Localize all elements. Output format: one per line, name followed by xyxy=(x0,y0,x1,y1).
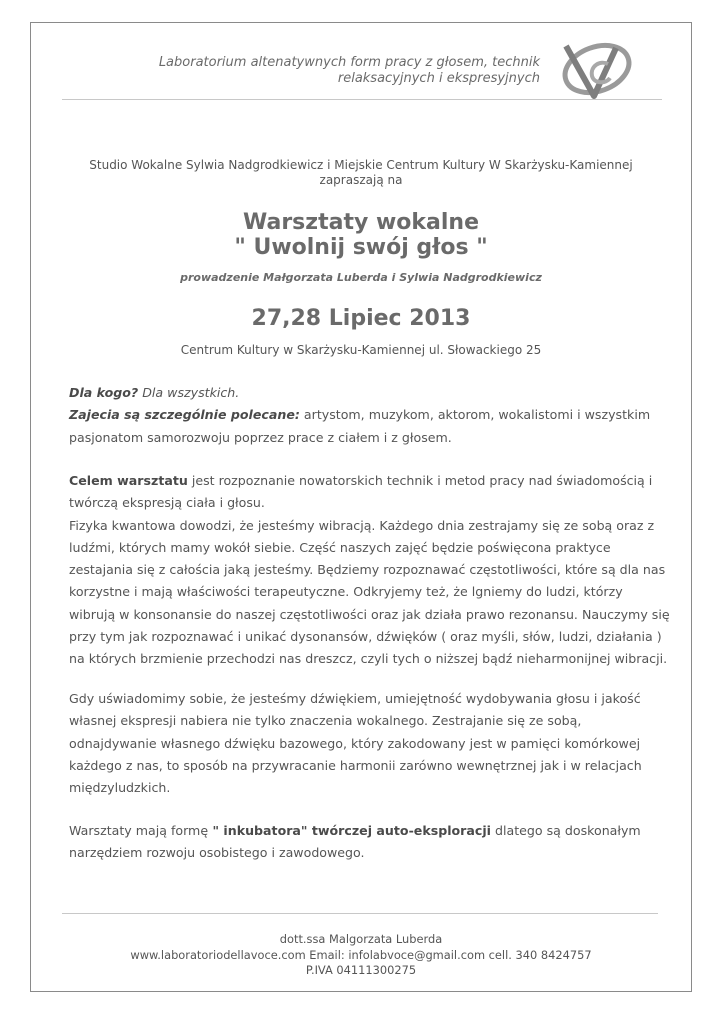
header-divider xyxy=(62,99,662,100)
footer-name: dott.ssa Malgorzata Luberda xyxy=(279,932,443,946)
goal-line-4: ludźmi, których mamy wokół siebie. Część naszych zajęć będzie poświęcona praktyce xyxy=(69,539,611,555)
goal-line-8: przy tym jak rozpoznawać i unikać dysonansów, dźwięków ( oraz myśli, słów, ludzi, działania ) xyxy=(69,629,662,645)
goal-text: jest rozpoznanie nowatorskich technik i metod pracy nad świadomością i xyxy=(187,473,653,488)
goal-line-6: korzystne i mają właściwości terapeutyczne. Odkryjemy też, że lgniemy do ludzi, którzy xyxy=(69,584,623,600)
recommended-label: Zajecia są szczególnie polecane: xyxy=(69,407,300,423)
goal-line-5: zestajania się z całościa jaką jesteśmy. Będziemy rozpoznawać częstotliwości, które są dla nas xyxy=(69,562,666,578)
awareness-line-2: własnej ekspresji nabiera nie tylko znaczenia wokalnego. Zestrajanie się ze sobą, xyxy=(69,713,582,729)
audience-answer: Dla wszystkich. xyxy=(138,385,240,400)
recommended-line xyxy=(69,404,664,426)
incubator-text-b: dlatego są doskonałym xyxy=(491,823,641,838)
incubator-section xyxy=(69,820,664,865)
event-title xyxy=(30,210,692,260)
incubator-bold: " inkubatora" twórczej auto-eksploracji xyxy=(208,823,491,838)
footer xyxy=(30,932,692,979)
footer-vat: P.IVA 04111300275 xyxy=(305,963,417,977)
awareness-line-1: Gdy uświadomimy sobie, że jesteśmy dźwiękiem, umiejętność wydobywania głosu i jakość xyxy=(69,691,641,706)
awareness-line-5: międzyludzkich. xyxy=(69,780,171,796)
invitation xyxy=(30,158,692,188)
awareness-line-4: każdego z nas, to sposób na przywracanie harmonii zarówno wewnętrznej jak i w relacjach xyxy=(69,757,642,773)
incubator-line-2: narzędziem rozwoju osobistego i zawodowego. xyxy=(69,845,365,861)
tagline-line-2: relaksacyjnych i ekspresyjnych xyxy=(337,71,540,86)
incubator-line-1 xyxy=(69,820,664,842)
footer-divider xyxy=(62,913,658,914)
event-venue: Centrum Kultury w Skarżysku-Kamiennej ul. Słowackiego 25 xyxy=(180,343,542,357)
workshop-leaders: prowadzenie Małgorzata Luberda i Sylwia Nadgrodkiewicz xyxy=(180,271,542,284)
audience-question: Dla kogo? xyxy=(69,385,139,400)
goal-line-3: Fizyka kwantowa dowodzi, że jesteśmy wibracją. Każdego dnia zestrajamy się ze sobą oraz z xyxy=(69,517,655,533)
event-date: 27,28 Lipiec 2013 xyxy=(251,306,471,331)
goal-line-2: twórczą ekspresją ciała i głosu. xyxy=(69,495,265,511)
incubator-text-a: Warsztaty mają formę xyxy=(69,823,209,838)
footer-contact: www.laboratoriodellavoce.com Email: infolabvoce@gmail.com cell. 340 8424757 xyxy=(130,947,592,962)
goal-line-7: wibrują w konsonansie do naszej częstotliwości oraz jak działa prawo rezonansu. Nauczymy się xyxy=(69,606,670,622)
goal-line-1 xyxy=(69,470,664,492)
goal-line-9: na których brzmienie przechodzi nas dreszcz, czyli tych o niższej bądź nieharmonijnej wibracji. xyxy=(69,651,668,667)
goal-section xyxy=(69,470,670,671)
invitation-line-2: zapraszają na xyxy=(319,173,403,187)
voice-lab-logo-icon xyxy=(560,38,636,100)
recommended-text: artystom, muzykom, aktorom, wokalistomi i wszystkim xyxy=(299,407,651,423)
invitation-line-1: Studio Wokalne Sylwia Nadgrodkiewicz i Miejskie Centrum Kultury W Skarżysku-Kamiennej xyxy=(89,158,633,172)
audience-line xyxy=(69,382,664,404)
recommended-line-2: pasjonatom samorozwoju poprzez prace z ciałem i z głosem. xyxy=(69,429,452,445)
goal-label: Celem warsztatu xyxy=(69,473,188,488)
header-tagline xyxy=(100,55,540,87)
awareness-section xyxy=(69,688,664,799)
event-title-line-1: Warsztaty wokalne xyxy=(243,210,479,235)
awareness-line-3: odnajdywanie własnego dźwięku bazowego, który zakodowany jest w pamięci komórkowej xyxy=(69,735,641,751)
tagline-line-1: Laboratorium altenatywnych form pracy z głosem, technik xyxy=(158,55,540,70)
event-title-line-2: " Uwolnij swój głos " xyxy=(234,235,488,260)
audience-section xyxy=(69,382,664,449)
